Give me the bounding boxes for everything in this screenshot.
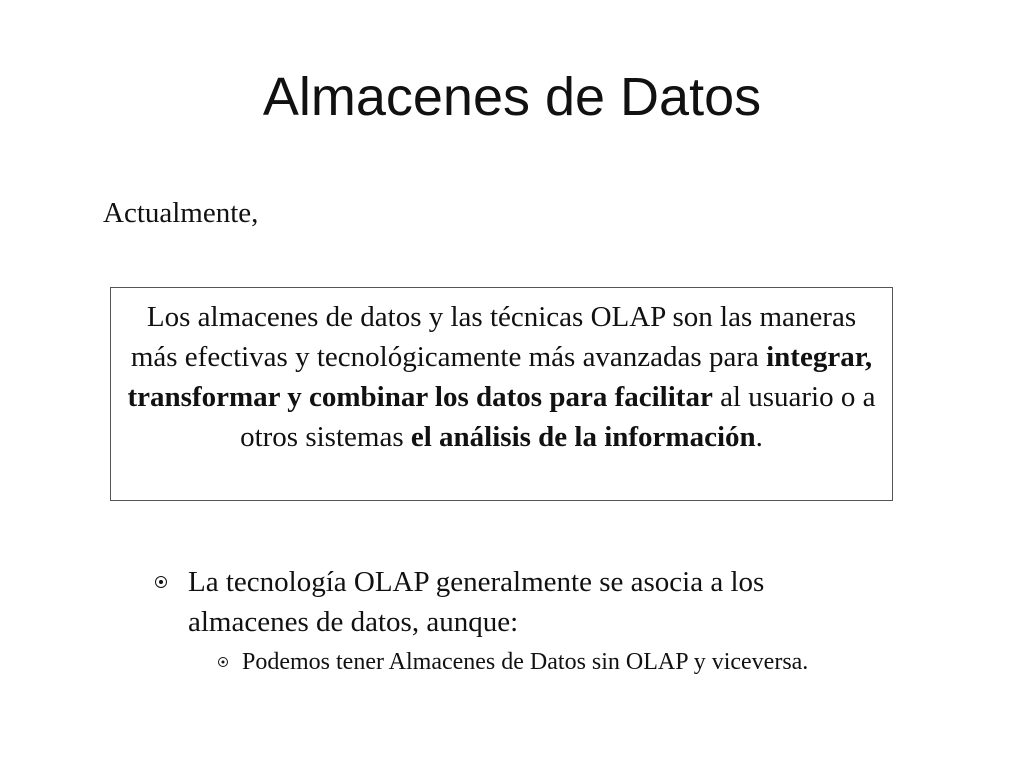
bullet-dot-icon <box>155 576 167 588</box>
slide-title: Almacenes de Datos <box>262 67 762 127</box>
bullet-dot-icon <box>218 657 228 667</box>
definition-text-part-3: . <box>755 421 763 453</box>
definition-box <box>110 287 893 501</box>
definition-text-part-2: al usuario o a otros sistemas <box>240 381 876 453</box>
definition-emphasis-1: integrar, transformar y combinar los datos para facilitar <box>127 341 873 413</box>
definition-emphasis-2: el análisis de la información <box>410 421 756 453</box>
bullet-item <box>155 562 875 642</box>
bullet-text: La tecnología OLAP generalmente se asocia a los almacenes de datos, aunque: <box>188 566 765 638</box>
sub-bullet-item <box>218 646 978 678</box>
definition-text-part-1: Los almacenes de datos y las técnicas OLAP son las maneras más efectivas y tecnológicamente más avanzadas para <box>130 301 857 373</box>
intro-text: Actualmente, <box>103 197 259 229</box>
sub-bullet-text: Podemos tener Almacenes de Datos sin OLAP y viceversa. <box>242 649 809 675</box>
